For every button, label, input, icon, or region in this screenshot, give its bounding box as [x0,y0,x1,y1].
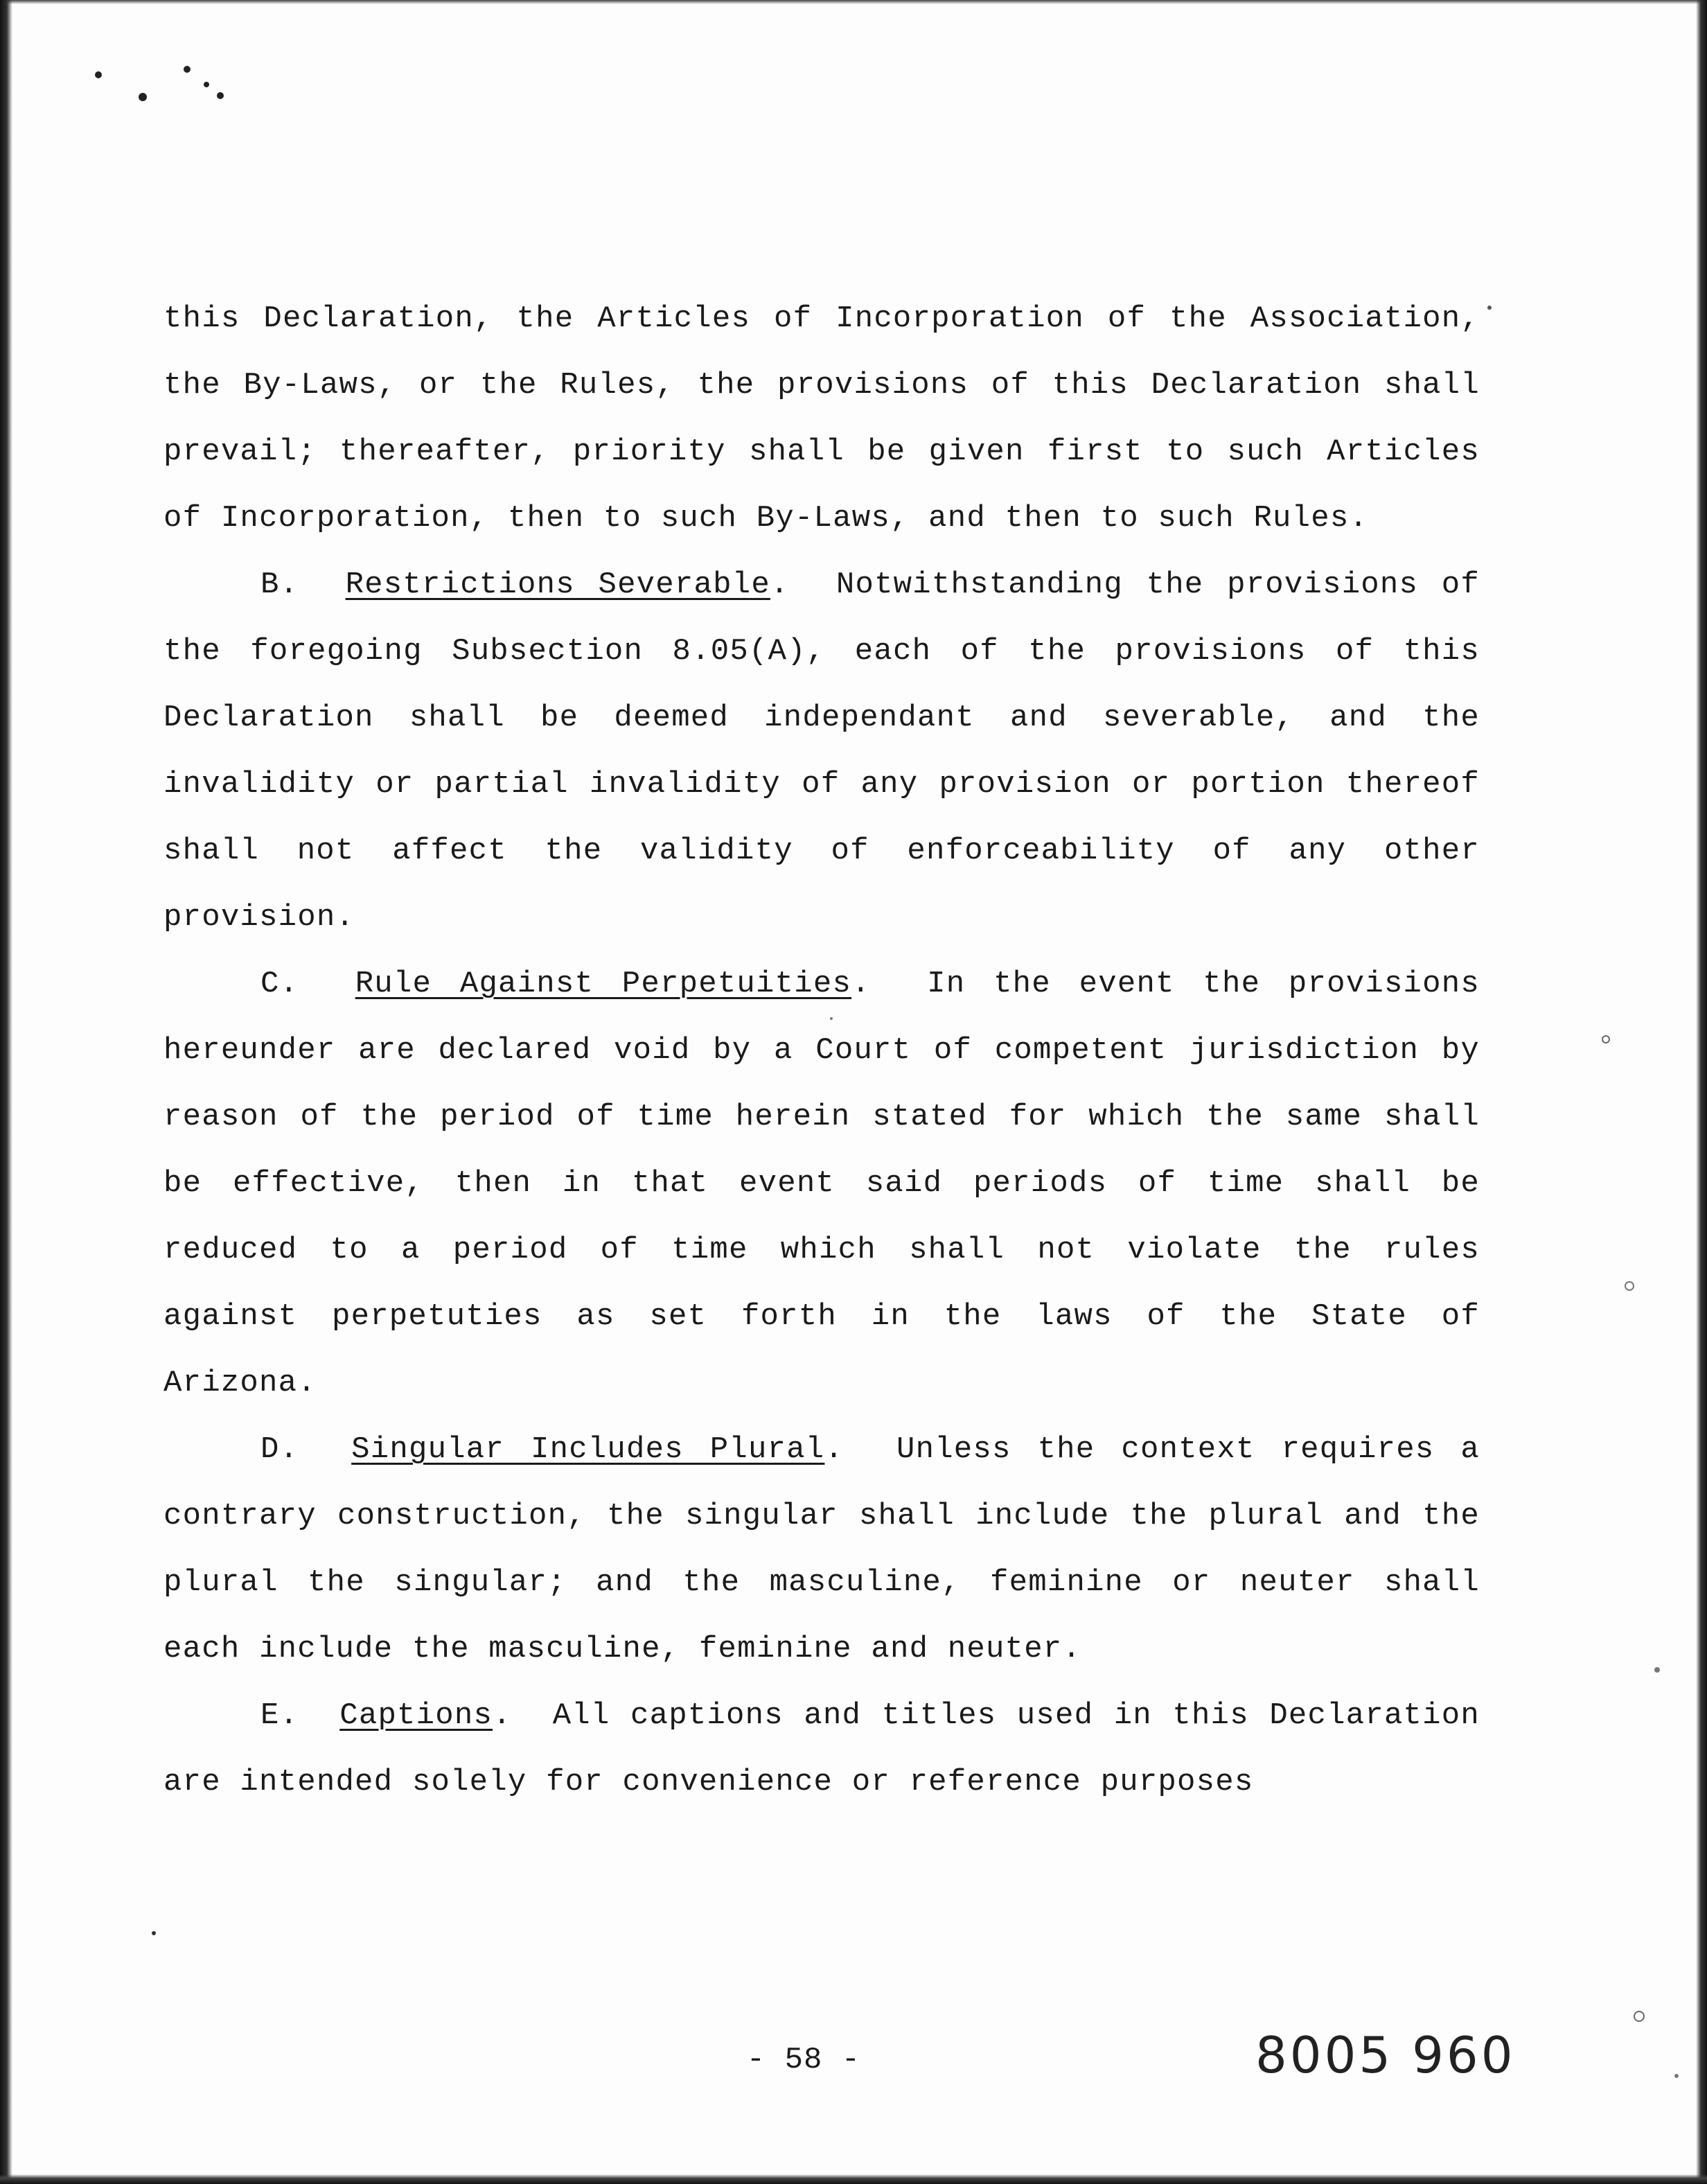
section-d-paragraph: D. Singular Includes Plural. Unless the context requires a contrary construction, the singular shall include the plural and the plural the singular; and the masculine, feminine or neuter shall each include the masculine, feminine and neuter. [163,1432,1480,1666]
section-b-heading: Restrictions Severable [345,567,770,602]
section-c-paragraph: C. Rule Against Perpetuities. In the event the provisions hereunder are declared void by a Court of competent jurisdiction by reason of the period of time herein stated for which the same shall be effective, then in that event said periods of time shall be reduced to a period of time which shall not violate the rules against perpetuties as set forth in the laws of the State of Arizona. [163,967,1480,1400]
section-d-body: Unless the context requires a contrary construction, the singular shall include the plural and the plural the singular; and the masculine, feminine or neuter shall each include the masculine, feminine and neuter. [163,1432,1480,1666]
section-b-letter: B. [260,567,299,602]
section-e-heading: Captions [339,1698,493,1733]
section-c-letter: C. [260,967,299,1001]
section-b-paragraph: B. Restrictions Severable. Notwithstanding the provisions of the foregoing Subsection 8.05(A), each of the provisions of this Declaration shall be deemed independant and severable, and the invalidity or partial invalidity of any provision or portion thereof shall not affect the validity of enforceability of any other provision. [163,567,1480,935]
document-code: 8005 960 [1255,2026,1516,2084]
section-d-heading: Singular Includes Plural [351,1432,825,1467]
section-c-body: In the event the provisions hereunder are declared void by a Court of competent jurisdiction by reason of the period of time herein stated for which the same shall be effective, then in that event said periods of time shall be reduced to a period of time which shall not violate the rules against perpetuties as set forth in the laws of the State of Arizona. [163,967,1480,1400]
section-e-letter: E. [260,1698,299,1733]
section-e-body: All captions and titles used in this Declaration are intended solely for convenience or reference purposes [163,1698,1480,1799]
declaration-body [163,285,1480,1815]
section-d-letter: D. [260,1432,299,1467]
section-e-paragraph: E. Captions. All captions and titles used in this Declaration are intended solely for convenience or reference purposes [163,1698,1480,1799]
page-number: - 58 - [746,2043,861,2077]
section-b-body: Notwithstanding the provisions of the foregoing Subsection 8.05(A), each of the provisions of this Declaration shall be deemed independant and severable, and the invalidity or partial invalidity of any provision or portion thereof shall not affect the validity of enforceability of any other provision. [163,567,1480,935]
continuation-paragraph: this Declaration, the Articles of Incorporation of the Association, the By-Laws, or the Rules, the provisions of this Declaration shall prevail; thereafter, priority shall be given first to such Articles of Incorporation, then to such By-Laws, and then to such Rules. [163,301,1480,536]
section-c-heading: Rule Against Perpetuities [355,967,852,1001]
